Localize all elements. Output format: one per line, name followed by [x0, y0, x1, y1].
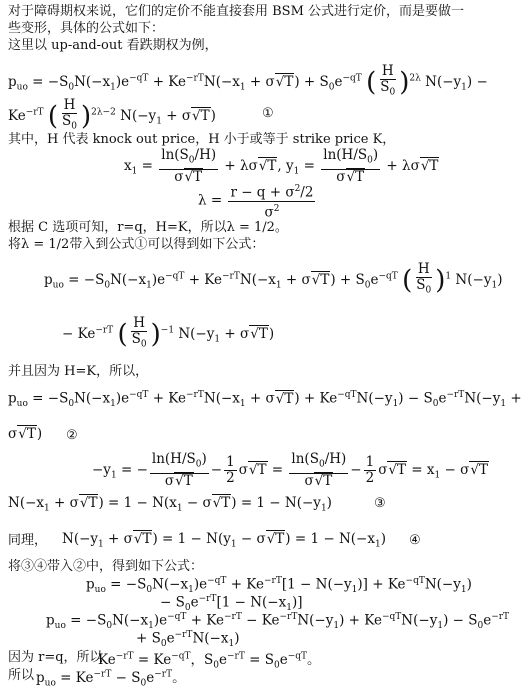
lambda-formula: λ = $\frac{r - q + \sigma^2/2}{\sigma^2}$ — [198, 184, 314, 220]
equation-4: $N(-y_1 + \sigma√T) = 1 - N(y_1 - \sigma√T) = 1 - N(-x_1)$ — [62, 531, 386, 550]
x1-y1-formula: $x_1$ = $\frac{\ln(S_0/H)}{\sigma√T}$ + λσ√T, $y_1$ = $\frac{\ln(H/S_0)}{\sigma√T}$ + λσ√T — [124, 147, 439, 185]
equality-statement: $Ke^{-rT} = Ke^{-qT}$，$S_0e^{-rT} = S_0e^{-qT}$。 — [98, 651, 321, 671]
equation-2-tag: ② — [66, 428, 78, 443]
substitute-3-4-text: 将③④带入②中，得到如下公式： — [8, 559, 204, 574]
intro-line-3: 这里以 up-and-out 看跌期权为例， — [8, 38, 218, 53]
expanded-formula-line-1: $p_{uo} = -S_0N(-x_1)e^{-qT} + Ke^{-rT} - Ke^{-rT}N(-y_1) + Ke^{-qT}N(-y_1) - S_0e^{-rT}$ — [46, 612, 510, 632]
substitution-text: 将λ = 1/2带入到公式①可以得到如下公式： — [8, 237, 265, 252]
substituted-formula-line-1: $p_{uo} = -S_0N(-x_1)e^{-qT} + Ke^{-rT}N(-x_1 + \sigma√T) + S_0e^{-qT}$ ( $\frac{H}{S_0}$ )$^1$ $N(-y_1)$ — [44, 261, 503, 296]
because-text: 因为 r=q，所以 — [8, 650, 103, 665]
minus-y1-formula: $-y_1$ = − $\frac{\ln(H/S_0)}{\sigma√T}$ − $\frac{1}{2}$ σ√T = $\frac{\ln(S_0/H)}{\sigma√T}$ − $\frac{1}{2}$ $\sigma√T = x_1 - \sigma√T$ — [92, 451, 488, 489]
equation-3-tag: ③ — [374, 496, 386, 511]
final-result: $p_{uo} = Ke^{-rT} - S_0e^{-rT}$。 — [36, 669, 186, 689]
combined-formula-line-2: − $S_0e^{-rT}[1 - N(-x_1)]$ — [160, 594, 303, 614]
equation-1-line-1: $p_{uo} = -S_0N(-x_1)e^{-qT} + Ke^{-rT}N(-x_1 + \sigma√T) + S_0e^{-qT}$ ( $\frac{H}{S_0}$ )$^{2\lambda}$ $N(-y_1)$ − — [8, 63, 488, 98]
combined-formula-line-1: $p_{uo} = -S_0N(-x_1)e^{-qT} + Ke^{-rT}[1 - N(-y_1)] + Ke^{-qT}N(-y_1)$ — [86, 576, 472, 596]
equation-2-line-1: $p_{uo} = -S_0N(-x_1)e^{-qT} + Ke^{-rT}N(-x_1 + \sigma√T) + Ke^{-qT}N(-y_1) - S_0e^{-rT}N(-y_1$ + — [8, 390, 522, 410]
definition-text: 其中，H 代表 knock out price，H 小于或等于 strike price K， — [8, 132, 396, 147]
intro-line-2: 些变形，具体的公式如下： — [8, 21, 165, 36]
same-reason-text: 同理， — [8, 533, 48, 548]
option-c-text: 根据 C 选项可知，r=q，H=K，所以λ = 1/2。 — [8, 220, 288, 235]
substituted-formula-line-2: − $Ke^{-rT}$ ( $\frac{H}{S_0}$ )$^{-1}$ $N(-y_1 + \sigma√T)$ — [62, 315, 275, 350]
equation-1-tag: ① — [262, 106, 274, 121]
equation-3: $N(-x_1 + \sigma√T) = 1 - N(x_1 - \sigma√T) = 1 - N(-y_1)$ — [8, 495, 332, 514]
equation-1-line-2: $Ke^{-rT}$ ( $\frac{H}{S_0}$ )$^{2\lambda-2}$ $N(-y_1 + \sigma√T)$ — [8, 97, 216, 132]
equation-4-tag: ④ — [409, 533, 421, 548]
equation-2-line-2: σ√T) — [8, 426, 43, 442]
intro-line-1: 对于障碍期权来说，它们的定价不能直接套用 BSM 公式进行定价，而是要做一 — [8, 4, 465, 19]
expanded-formula-line-2: + $S_0e^{-rT}N(-x_1)$ — [136, 630, 240, 650]
therefore-text: 所以 — [8, 668, 35, 683]
h-equals-k-text: 并且因为 H=K，所以， — [8, 364, 149, 379]
